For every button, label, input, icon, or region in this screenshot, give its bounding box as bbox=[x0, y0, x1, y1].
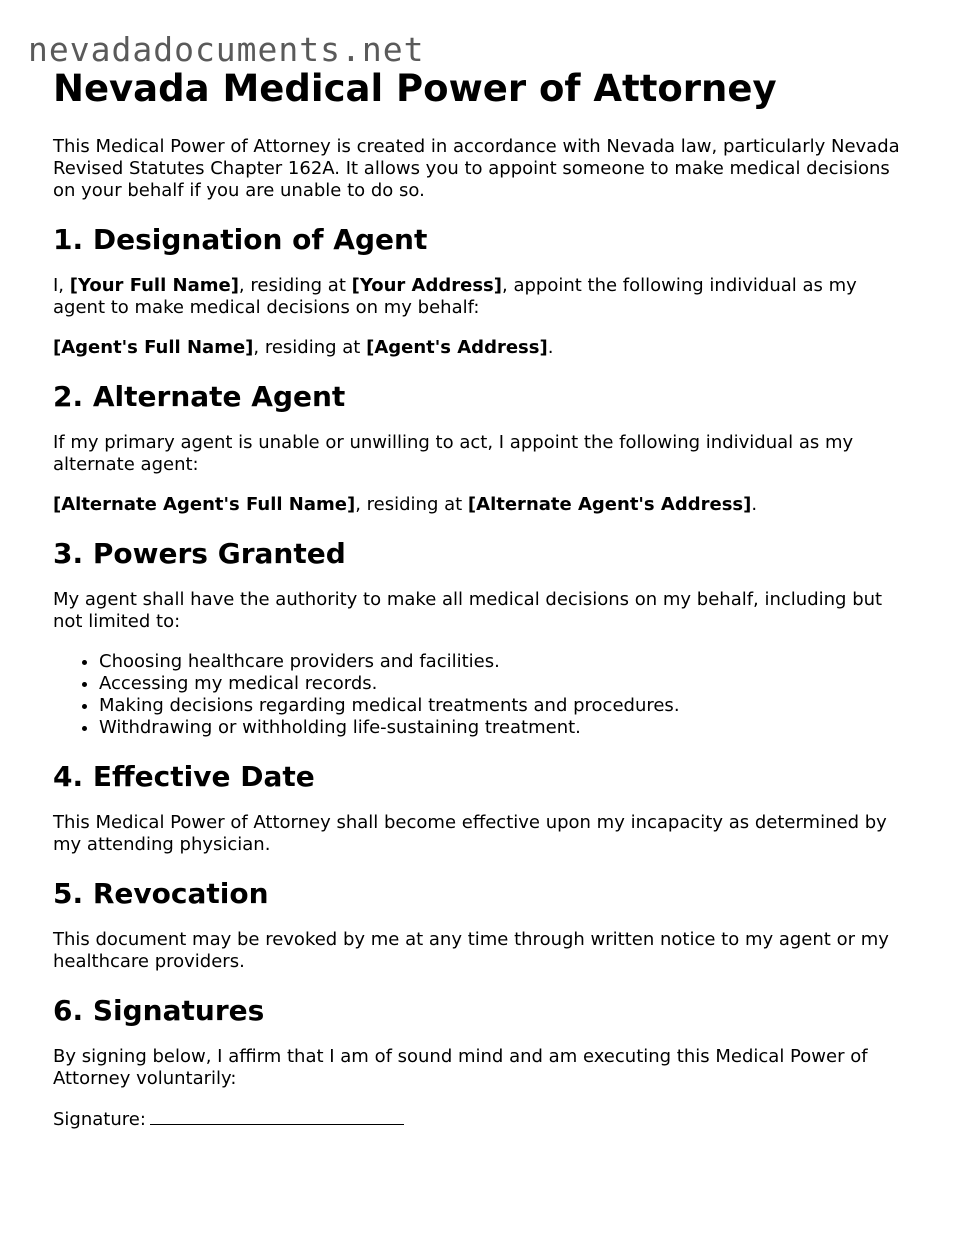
document-page bbox=[53, 64, 913, 1131]
section-heading-alternate: 2. Alternate Agent bbox=[53, 380, 346, 413]
signature-row bbox=[53, 1108, 913, 1131]
agent-name-placeholder: [Agent's Full Name] bbox=[53, 337, 254, 358]
signature-label: Signature: bbox=[53, 1109, 146, 1130]
list-item: • Choosing healthcare providers and facilities. bbox=[99, 651, 913, 673]
section-heading-revocation: 5. Revocation bbox=[53, 877, 269, 910]
list-item: • Accessing my medical records. bbox=[99, 673, 913, 695]
your-name-placeholder: [Your Full Name] bbox=[69, 275, 239, 296]
alternate-paragraph: If my primary agent is unable or unwilling to act, I appoint the following individual as my alternate agent: bbox=[53, 432, 854, 475]
list-item: • Making decisions regarding medical treatments and procedures. bbox=[99, 695, 913, 717]
alt-address-placeholder: [Alternate Agent's Address] bbox=[467, 494, 752, 515]
signatures-paragraph: By signing below, I affirm that I am of sound mind and am executing this Medical Power of Attorney voluntarily: bbox=[53, 1046, 868, 1089]
powers-list bbox=[53, 651, 913, 739]
powers-paragraph: My agent shall have the authority to make all medical decisions on my behalf, including but not limited to: bbox=[53, 589, 883, 632]
page-title: Nevada Medical Power of Attorney bbox=[53, 67, 777, 110]
alternate-agent-paragraph: [Alternate Agent's Full Name], residing at [Alternate Agent's Address]. bbox=[53, 494, 758, 515]
revocation-paragraph: This document may be revoked by me at any time through written notice to my agent or my healthcare providers. bbox=[53, 929, 889, 972]
list-item: • Withdrawing or withholding life-sustaining treatment. bbox=[99, 717, 913, 739]
designation-paragraph: I, [Your Full Name], residing at [Your Address], appoint the following individual as my agent to make medical decisions on my behalf: bbox=[53, 275, 857, 318]
section-heading-signatures: 6. Signatures bbox=[53, 994, 265, 1027]
section-heading-effective: 4. Effective Date bbox=[53, 760, 315, 793]
agent-address-placeholder: [Agent's Address] bbox=[366, 337, 548, 358]
watermark: nevadadocuments.net bbox=[28, 30, 425, 69]
section-heading-designation: 1. Designation of Agent bbox=[53, 223, 428, 256]
alt-name-placeholder: [Alternate Agent's Full Name] bbox=[53, 494, 356, 515]
agent-paragraph: [Agent's Full Name], residing at [Agent's Address]. bbox=[53, 337, 554, 358]
signature-line[interactable] bbox=[150, 1108, 404, 1125]
your-address-placeholder: [Your Address] bbox=[351, 275, 502, 296]
effective-paragraph: This Medical Power of Attorney shall become effective upon my incapacity as determined by my attending physician. bbox=[53, 812, 887, 855]
intro-paragraph: This Medical Power of Attorney is created in accordance with Nevada law, particularly Nevada Revised Statutes Chapter 162A. It allows you to appoint someone to make medical decisions on your behalf if you are unable to do so. bbox=[53, 136, 900, 201]
section-heading-powers: 3. Powers Granted bbox=[53, 537, 346, 570]
